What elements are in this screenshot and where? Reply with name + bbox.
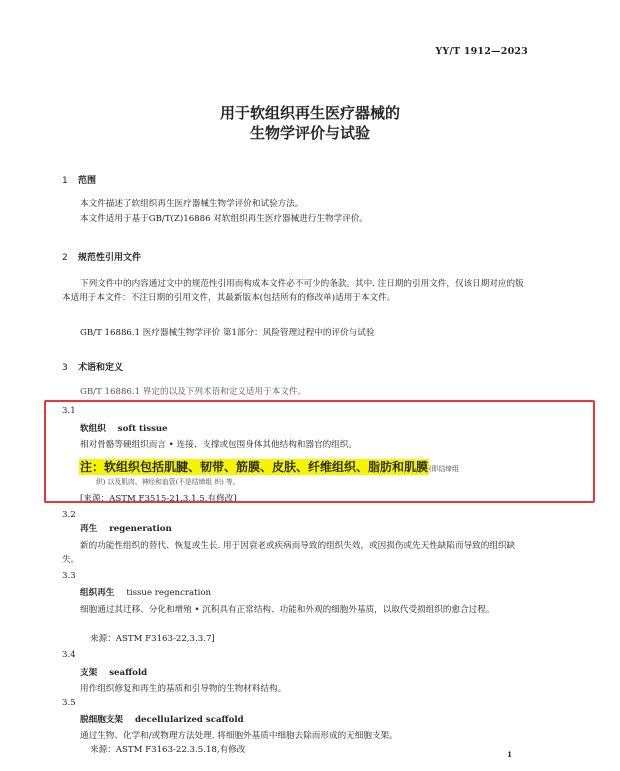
- term-source: 来源：ASTM F3163-22.3.5.18,有修改: [90, 745, 246, 755]
- section-number: 2: [62, 253, 68, 263]
- section-3-intro: GB/T 16886.1 界定的以及下列术语和定义适用于本文件。: [80, 387, 307, 397]
- term-definition: 新的功能性组织的替代、恢复或生长. 用于因衰老或疾病而导致的组织失效，或因损伤或先天性缺陷而导致的组织缺失。: [62, 541, 516, 565]
- term-zh: 脱细胞支架: [80, 715, 123, 725]
- page-number: 1: [507, 750, 512, 759]
- term-source: [来源：ASTM F3515-21.3.1.5,有修改]: [80, 494, 237, 504]
- term-decellularized-scaffold: [80, 713, 244, 725]
- note-line2: 织) 以及肌肉、神经和血管(不是结缔组 织) 等。: [96, 478, 240, 486]
- section-number: 1: [62, 176, 68, 186]
- term-number: 3.4: [62, 650, 76, 660]
- term-number: 3.3: [62, 571, 76, 581]
- normative-reference: GB/T 16886.1 医疗器械生物学评价 第1部分：风险管理过程中的评价与试验: [80, 328, 375, 338]
- term-source: 来源：ASTM F3163-22,3.3.7]: [90, 634, 215, 644]
- term-en: seaffold: [109, 668, 148, 678]
- term-definition: 用作组织修复和再生的基质和引导物的生物材料结构。: [80, 684, 287, 694]
- term-scaffold: [80, 666, 147, 678]
- note-tail: (即结缔组: [429, 465, 459, 473]
- term-en: decellularized scaffold: [134, 715, 244, 725]
- section-2-heading: [62, 250, 141, 263]
- term-en: regeneration: [109, 524, 172, 534]
- term-zh: 再生: [80, 524, 98, 534]
- highlight-box: [44, 400, 595, 503]
- term-definition: 细胞通过其迁移、分化和增殖 • 沉积具有正常结构、功能和外观的细胞外基质，以取代受损组织的愈合过程。: [80, 605, 495, 615]
- section-2-para1: 下列文件中的内容通过文中的规范性引用而构成本文件必不可少的条款。其中. 注日期的引用文件，仅该日期对应的版本适用于本文件：不注日期的引用文件，其最新版本(包括所有的修改单)适用于本文件。: [62, 279, 524, 303]
- section-title: 范围: [78, 176, 97, 186]
- term-en: soft tissue: [117, 424, 168, 434]
- section-1-heading: [62, 173, 96, 186]
- section-1-para2: 本文件适用于基于GB/T(Z)16886 对软组织再生医疗器械进行生物学评价。: [80, 214, 368, 224]
- term-number: 3.5: [62, 698, 76, 708]
- term-definition: 相对骨骼等硬组织而言 • 连接、支撑或包围身体其他结构和器官的组织。: [80, 440, 357, 450]
- term-number: 3.1: [62, 406, 76, 416]
- term-zh: 支架: [80, 668, 98, 678]
- document-title-line1: 用于软组织再生医疗器械的: [219, 104, 400, 122]
- term-number: 3.2: [62, 510, 76, 520]
- term-zh: 组织再生: [80, 588, 115, 598]
- standard-number: YY/T 1912—2023: [435, 46, 528, 57]
- document-title-line2: 生物学评价与试验: [249, 124, 370, 142]
- section-1-para1: 本文件描述了软组织再生医疗器械生物学评价和试验方法。: [80, 199, 304, 209]
- term-zh: 软组织: [80, 424, 106, 434]
- term-tissue-regeneration: [80, 586, 211, 598]
- term-regeneration: [80, 522, 172, 534]
- section-title: 规范性引用文件: [78, 253, 142, 263]
- term-en: tissue regencration: [126, 588, 212, 598]
- section-number: 3: [62, 363, 68, 373]
- note-highlight-text: 注：软组织包括肌腱、韧带、筋膜、皮肤、纤维组织、脂肪和肌膜: [80, 460, 429, 474]
- section-title: 术语和定义: [78, 363, 124, 373]
- term-definition: 通过生物、化学和/或物理方法处理. 将细胞外基质中细胞去除而形成的无细胞支架。: [80, 731, 398, 741]
- section-3-heading: [62, 360, 123, 373]
